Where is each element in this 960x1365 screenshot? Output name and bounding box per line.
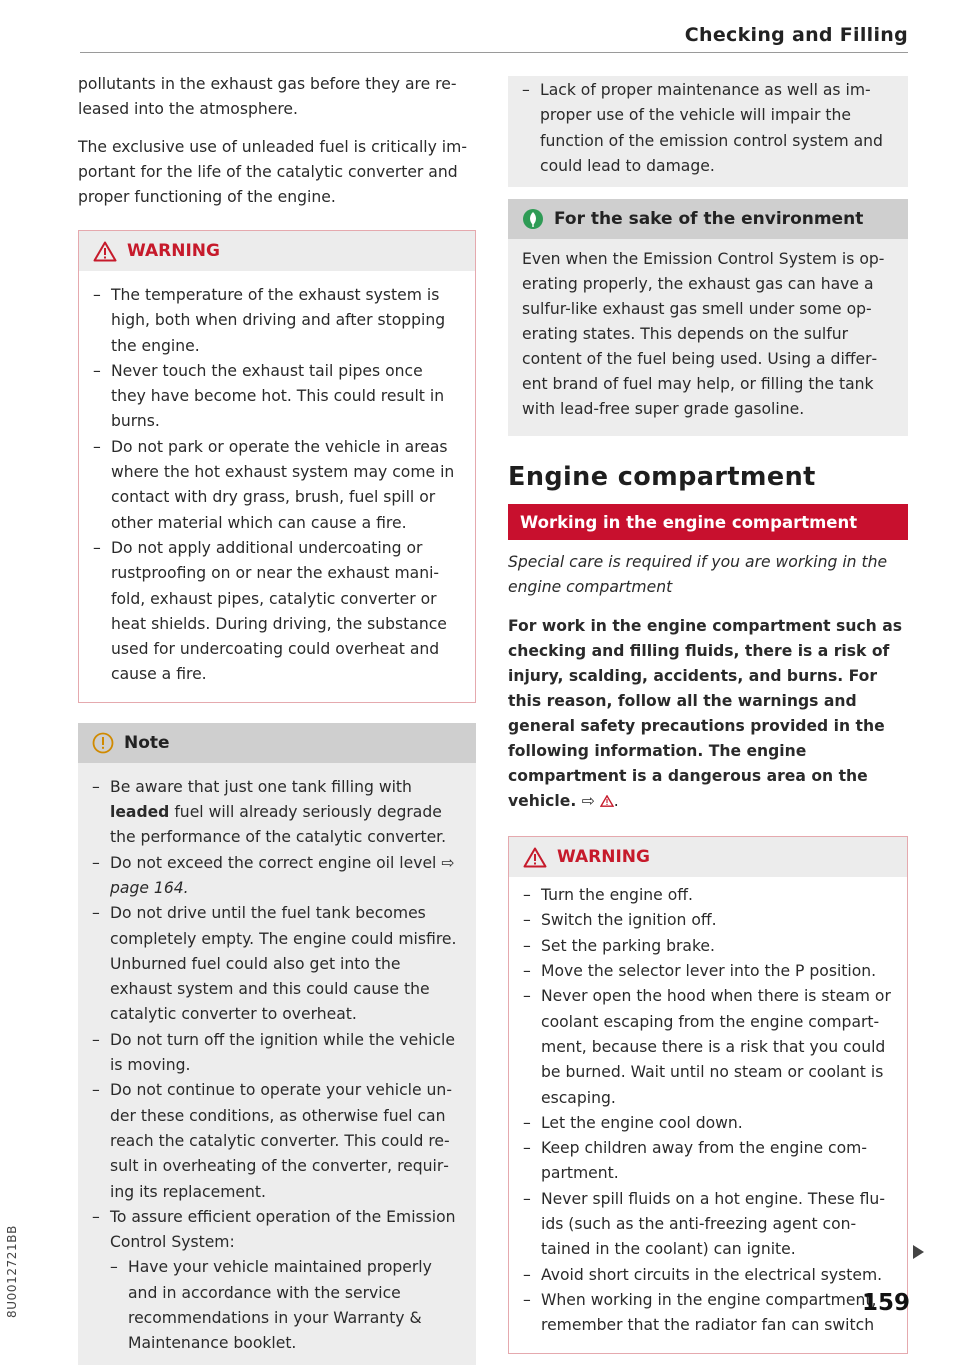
- list-item: – Do not apply additional undercoating or rustproofing on or near the exhaust manifold, exhaust pipes, catalytic converter or heat shields. During driving, the substance used for undercoating could overheat and cause a fire.: [93, 536, 461, 688]
- warning-header: [509, 837, 907, 877]
- list-item: – Let the engine cool down.: [523, 1111, 893, 1136]
- list-item: – Never open the hood when there is steam or coolant escaping from the engine compartment, because there is a risk that you could be burned. Wait until no steam or coolant is escaping.: [523, 984, 893, 1110]
- environment-header: [508, 199, 908, 239]
- note-title: Note: [124, 732, 170, 753]
- list-item: – Never spill fluids on a hot engine. These fluids (such as the anti-freezing agent contained in the coolant) can ignite.: [523, 1187, 893, 1263]
- document-code: 8U0012721BB: [5, 1225, 19, 1318]
- warning-triangle-icon: [523, 847, 547, 868]
- warning-list: [523, 883, 893, 1338]
- warning-header: [79, 231, 475, 271]
- section-heading: Engine compartment: [508, 462, 816, 493]
- environment-leaf-icon: [522, 208, 544, 230]
- list-item: – Do not exceed the correct engine oil level ⇨ page 164.: [92, 851, 462, 902]
- list-item: – Lack of proper maintenance as well as improper use of the vehicle will impair the function of the emission control system and could lead to damage.: [522, 78, 894, 179]
- warning-list: [93, 283, 461, 688]
- warning-box: [78, 230, 476, 703]
- list-item: – The temperature of the exhaust system is high, both when driving and after stopping the engine.: [93, 283, 461, 359]
- running-header: Checking and Filling: [684, 24, 908, 46]
- note-sublist: [110, 1255, 462, 1356]
- note-list: [92, 775, 462, 1357]
- paragraph: pollutants in the exhaust gas before they are released into the atmosphere.: [78, 75, 457, 118]
- list-item: – Turn the engine off.: [523, 883, 893, 908]
- continue-arrow-icon: [913, 1245, 924, 1259]
- list-item: – Move the selector lever into the P position.: [523, 959, 893, 984]
- warning-title: WARNING: [557, 847, 650, 868]
- bold-paragraph: For work in the engine compartment such as checking and filling fluids, there is a risk of injury, scalding, accidents, and burns. For this reason, follow all the warnings and general safety precautions provided in the following information. The engine compartment is a dangerous area on the vehicle. ⇨ .: [508, 617, 902, 811]
- right-column: [508, 76, 908, 1354]
- list-item: – Keep children away from the engine compartment.: [523, 1136, 893, 1187]
- warning-reference-link[interactable]: ⇨ .: [581, 792, 619, 811]
- list-item: – Switch the ignition off.: [523, 908, 893, 933]
- environment-box: [508, 199, 908, 436]
- list-item: – Do not park or operate the vehicle in areas where the hot exhaust system may come in contact with dry grass, brush, fuel spill or other material which can cause a fire.: [93, 435, 461, 536]
- list-item: – Be aware that just one tank filling with leaded fuel will already seriously degrade the performance of the catalytic converter.: [92, 775, 462, 851]
- list-item: – Set the parking brake.: [523, 934, 893, 959]
- list-item: – Do not continue to operate your vehicle under these conditions, as otherwise fuel can reach the catalytic converter. This could result in overheating of the converter, requiring its replacement.: [92, 1078, 462, 1204]
- subsection-heading: Working in the engine compartment: [508, 504, 908, 540]
- paragraph: The exclusive use of unleaded fuel is critically important for the life of the catalytic converter and proper functioning of the engine.: [78, 138, 467, 206]
- warning-triangle-icon: [600, 795, 614, 807]
- warning-box: [508, 836, 908, 1353]
- note-box: [78, 723, 476, 1365]
- note-continuation-box: [508, 76, 908, 187]
- intro-text: Special care is required if you are working in the engine compartment: [508, 553, 888, 597]
- page-number: 159: [861, 1290, 910, 1316]
- header-divider: [80, 52, 908, 53]
- note-header: [78, 723, 476, 763]
- note-exclamation-icon: [92, 732, 114, 754]
- list-item: – To assure efficient operation of the Emission Control System: – Have your vehicle maintained properly and in accordance with the service recommendations in your Warranty & Maintenance booklet.: [92, 1205, 462, 1357]
- environment-title: For the sake of the environment: [554, 209, 864, 230]
- list-item: – Do not turn off the ignition while the vehicle is moving.: [92, 1028, 462, 1079]
- page-reference-link[interactable]: ⇨ page 164.: [110, 853, 455, 897]
- left-column: [78, 72, 476, 1365]
- list-item: – Do not drive until the fuel tank becomes completely empty. The engine could misfire. Unburned fuel could also get into the exhaust system and this could cause the catalytic converter to overheat.: [92, 901, 462, 1027]
- list-item: – Have your vehicle maintained properly and in accordance with the service recommendations in your Warranty & Maintenance booklet.: [110, 1255, 462, 1356]
- warning-title: WARNING: [127, 241, 220, 261]
- list-item: – Never touch the exhaust tail pipes once they have become hot. This could result in burns.: [93, 359, 461, 435]
- warning-triangle-icon: [93, 241, 117, 262]
- list-item: – When working in the engine compartment, remember that the radiator fan can switch: [523, 1288, 893, 1339]
- list-item: – Avoid short circuits in the electrical system.: [523, 1263, 893, 1288]
- environment-text: Even when the Emission Control System is operating properly, the exhaust gas can have a sulfur-like exhaust gas smell under some operating states. This depends on the sulfur content of the fuel being used. Using a different brand of fuel may help, or filling the tank with lead-free super grade gasoline.: [522, 250, 885, 419]
